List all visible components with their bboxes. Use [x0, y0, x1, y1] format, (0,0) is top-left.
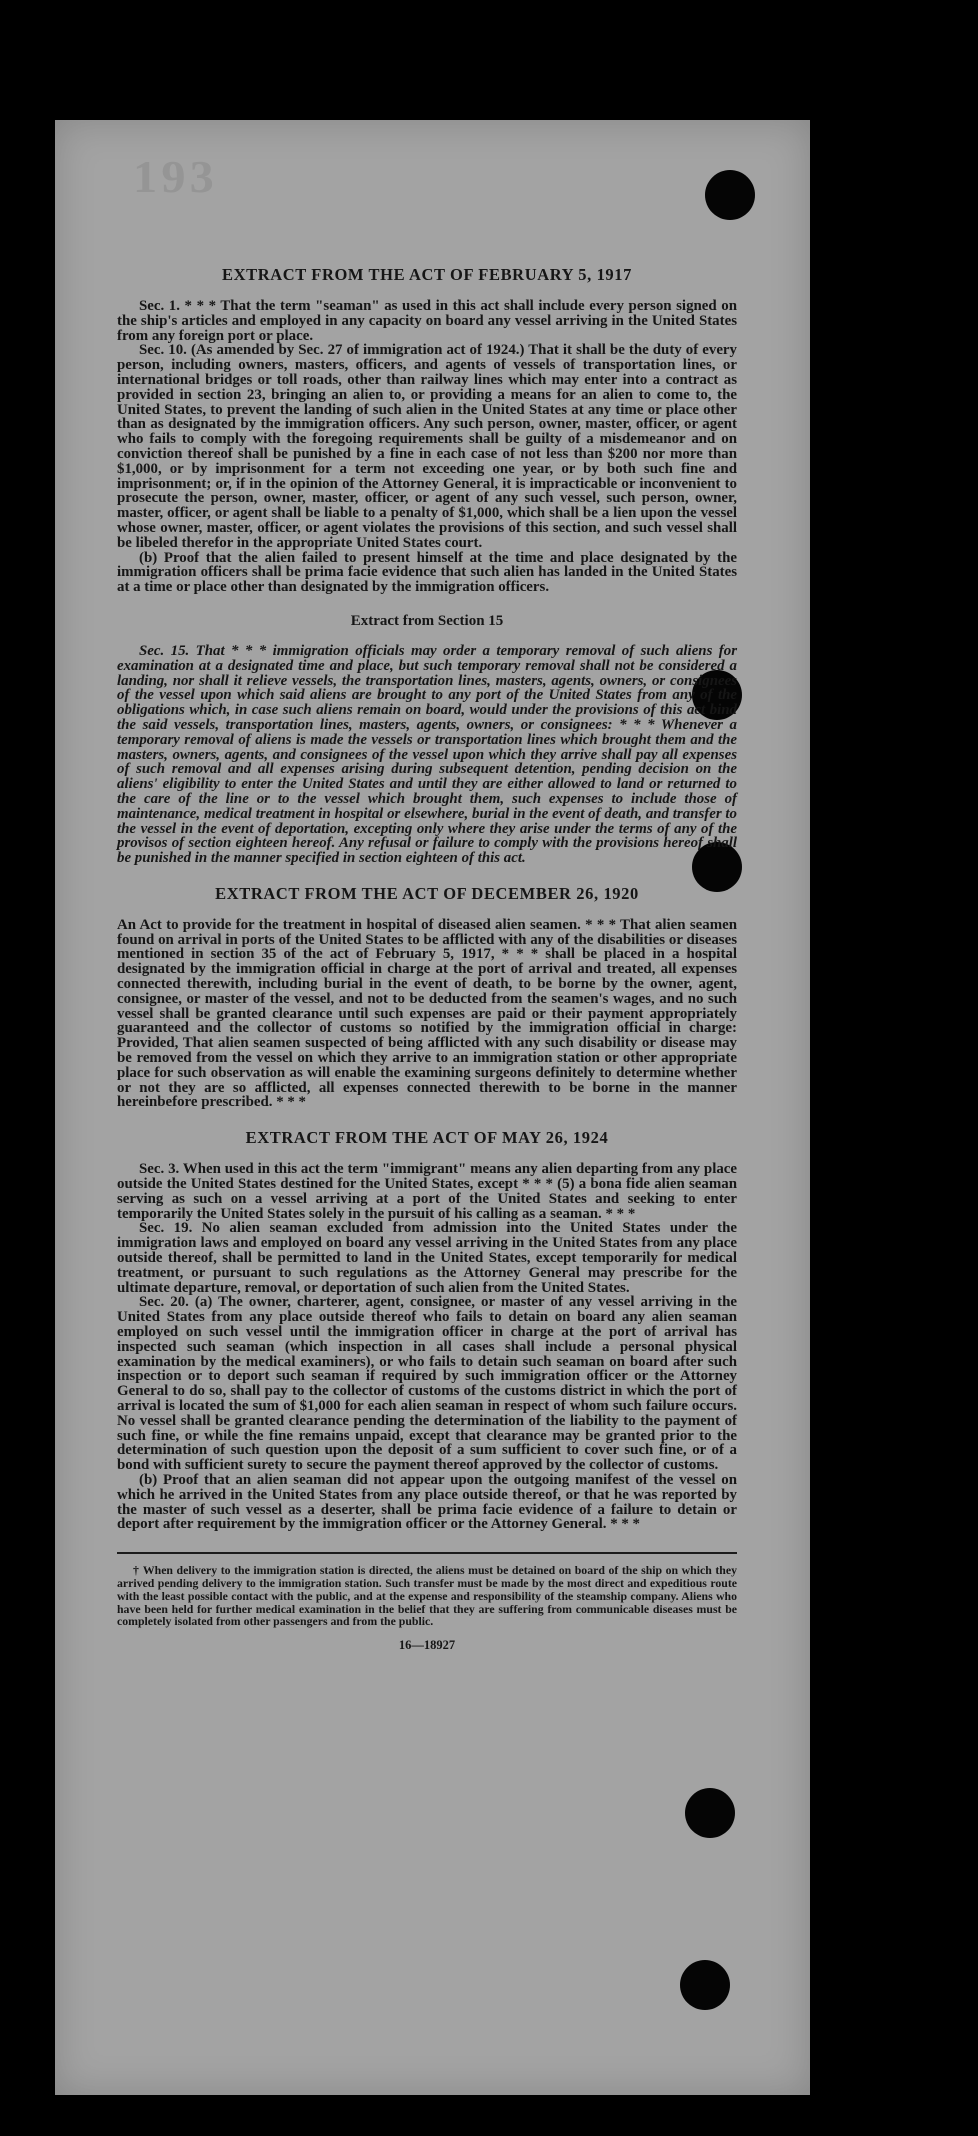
- section-subheading: Extract from Section 15: [350, 612, 504, 629]
- section-heading: EXTRACT FROM THE ACT OF FEBRUARY 5, 1917: [222, 265, 632, 284]
- punch-hole-icon: [705, 170, 755, 220]
- paragraph-sec-10-b: (b) Proof that the alien failed to present himself at the time and place designated by the immigration officers shall be prima facie evidence that such alien has landed in the United States at a time or place other than designated by the immigration officers.: [117, 549, 737, 596]
- punch-hole-icon: [685, 1788, 735, 1838]
- section-act-feb-1917: [117, 265, 737, 595]
- section-heading: EXTRACT FROM THE ACT OF DECEMBER 26, 1920: [215, 883, 639, 903]
- footnote-divider: [117, 1552, 737, 1554]
- paragraph-sec-20-b: (b) Proof that an alien seaman did not appear upon the outgoing manifest of the vessel on which he arrived in the United States from any place outside thereof, or that he was reported by the master of such vessel as a deserter, shall be prima facie evidence of a failure to detain or deport after requirement by the immigration officer or the Attorney General. * * *: [117, 1471, 737, 1533]
- section-extract-15: [117, 613, 737, 866]
- document-body: [117, 265, 737, 1653]
- paragraph-sec-1: Sec. 1. * * * That the term "seaman" as used in this act shall include every person signed on the ship's articles and employed in any capacity on board any vessel arriving in the United States from any foreign port or place.: [117, 298, 737, 344]
- paragraph-sec-20-a: Sec. 20. (a) The owner, charterer, agent, consignee, or master of any vessel arriving in the United States from any place outside thereof who fails to detain on board any alien seaman employed on such vessel until the immigration officer in charge at the port of arrival has inspected such seaman (which inspection in all cases shall include a personal physical examination by the medical examiners), or who fails to detain such seaman on board after such inspection or to deport such seaman if required by such immigration officer or the Attorney General to do so, shall pay to the collector of customs of the customs district in which the port of arrival is located the sum of $1,000 for each alien seaman in respect of whom such failure occurs. No vessel shall be granted clearance pending the determination of the liability to the payment of such fine, or while the fine remains unpaid, except that clearance may be granted prior to the determination of such question upon the deposit of a sum sufficient to cover such fine, or of a bond with sufficient surety to secure the payment thereof approved by the collector of customs.: [117, 1294, 737, 1474]
- punch-hole-icon: [680, 1960, 730, 2010]
- paragraph-hospital-act: An Act to provide for the treatment in hospital of diseased alien seamen. * * * That alien seamen found on arrival in ports of the United States to be afflicted with any of the disabilities or diseases mentioned in section 35 of the act of February 5, 1917, * * * shall be placed in a hospital designated by the immigration official in charge at the port of arrival and treated, all expenses connected therewith, including burial in the event of death, to be borne by the owner, agent, consignee, or master of the vessel, and not to be deducted from the seamen's wages, and no such vessel shall be granted clearance until such expenses are paid or their payment appropriately guaranteed and the collector of customs so notified by the immigration official in charge: Provided, That alien seamen suspected of being afflicted with any such disability or disease may be removed from the vessel on which they arrive to an immigration station or other appropriate place for such observation as will enable the examining surgeons definitely to determine whether or not they are so afflicted, all expenses connected therewith to be borne in the manner hereinbefore prescribed. * * *: [117, 916, 737, 1111]
- document-page: [55, 120, 810, 2095]
- section-act-may-1924: [117, 1128, 737, 1532]
- paragraph-sec-15: Sec. 15. That * * * immigration officials may order a temporary removal of such aliens for examination at a designated time and place, but such temporary removal shall not be considered a landing, nor shall it relieve vessels, the transportation lines, masters, agents, owners, or consignees of the vessel upon which said aliens are brought to any port of the United States from any of the obligations which, in case such aliens remain on board, would under the provisions of this act bind the said vessels, transportation lines, masters, agents, owners, or consignees: * * * Whenever a temporary removal of aliens is made the vessels or transportation lines which brought them and the masters, owners, agents, and consignees of the vessel upon which they arrive shall pay all expenses of such removal and all expenses arising during subsequent detention, pending decision on the aliens' eligibility to enter the United States and until they are either allowed to land or returned to the care of the line or to the vessel which brought them, such expenses to include those of maintenance, medical treatment in hospital or elsewhere, burial in the event of death, and transfer to the vessel in the event of deportation, excepting only where they arise under the terms of any of the provisos of section eighteen hereof. Any refusal or failure to comply with the provisions hereof shall be punished in the manner specified in section eighteen of this act.: [117, 642, 737, 867]
- faded-page-number: 193: [132, 151, 219, 202]
- section-heading: EXTRACT FROM THE ACT OF MAY 26, 1924: [245, 1128, 609, 1148]
- section-act-dec-1920: [117, 884, 737, 1110]
- paragraph-sec-19: Sec. 19. No alien seaman excluded from admission into the United States under the immigration laws and employed on board any vessel arriving in the United States from any place outside thereof, shall be permitted to land in the United States, except temporarily for medical treatment, or pursuant to such regulations as the Attorney General may prescribe for the ultimate departure, removal, or deportation of such alien from the United States.: [117, 1220, 737, 1296]
- paragraph-sec-10: Sec. 10. (As amended by Sec. 27 of immigration act of 1924.) That it shall be the duty of every person, including owners, masters, officers, and agents of vessels of transportation lines, or international bridges or toll roads, other than railway lines which may enter into a contract as provided in section 23, bringing an alien to, or providing a means for an alien to come to, the United States, to prevent the landing of such alien in the United States at any time or place other than as designated by the immigration officers. Any such person, owner, master, officer, or agent who fails to comply with the foregoing requirements shall be guilty of a misdemeanor and on conviction thereof shall be punished by a fine in each case of not less than $200 nor more than $1,000, or by imprisonment for a term not exceeding one year, or by both such fine and imprisonment; or, if in the opinion of the Attorney General, it is impracticable or inconvenient to prosecute the person, owner, master, officer, or agent of any such vessel, such person, owner, master, officer, or agent shall be liable to a penalty of $1,000, which shall be a lien upon the vessel whose owner, master, officer, or agent violates the provisions of this section, and such vessel shall be libeled therefor in the appropriate United States court.: [117, 342, 737, 551]
- footnote: † When delivery to the immigration station is directed, the aliens must be detained on board of the ship on which they arrived pending delivery to the immigration station. Such transfer must be made by the most direct and expeditious route with the least possible contact with the public, and at the expense and responsibility of the steamship company. Aliens who have been held for further medical examination in the belief that they are suffering from communicable diseases must be completely isolated from other passengers and from the public.: [117, 1563, 737, 1629]
- form-number: 16—18927: [398, 1638, 456, 1653]
- paragraph-sec-3: Sec. 3. When used in this act the term "immigrant" means any alien departing from any place outside the United States destined for the United States, except * * * (5) a bona fide alien seaman serving as such on a vessel arriving at a port of the United States and seeking to enter temporarily the United States solely in the pursuit of his calling as a seaman. * * *: [117, 1161, 737, 1222]
